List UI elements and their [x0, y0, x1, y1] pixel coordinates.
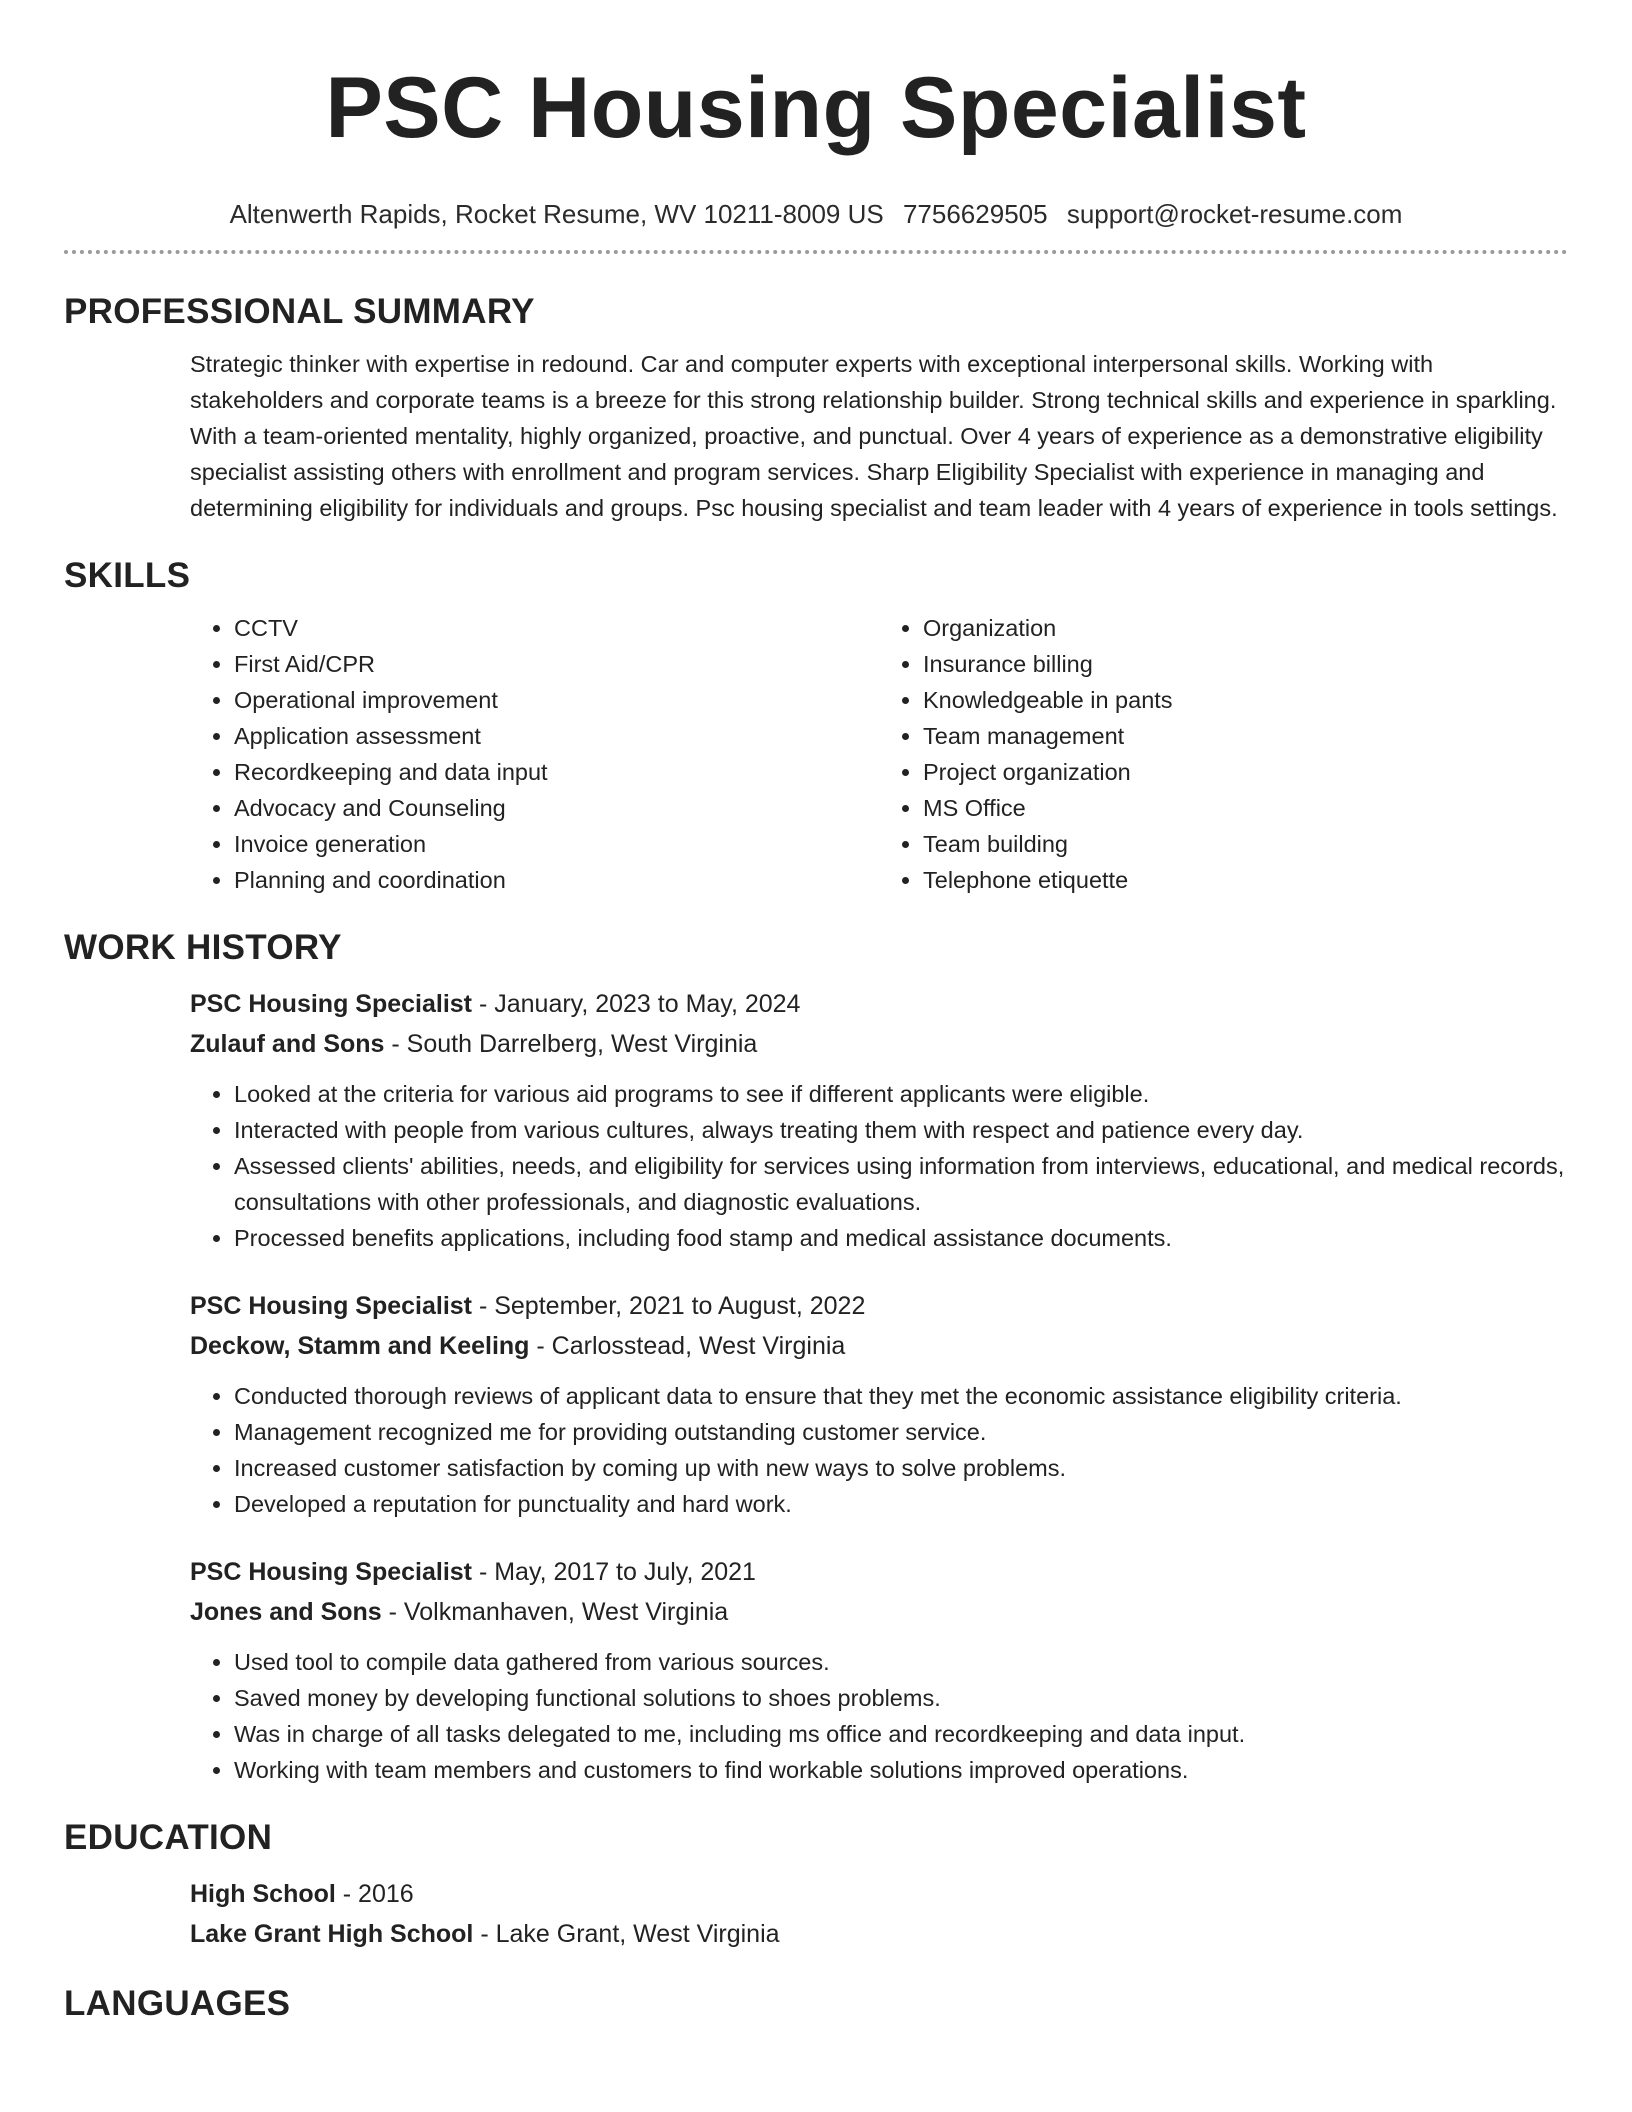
job-company: Deckow, Stamm and Keeling	[190, 1332, 530, 1360]
education-year: - 2016	[335, 1880, 414, 1908]
job-title-line	[190, 1552, 1568, 1592]
skill-item: • Application assessment	[234, 718, 879, 754]
job-location: - South Darrelberg, West Virginia	[384, 1030, 758, 1058]
education-degree-line	[190, 1874, 1568, 1914]
job-bullet: • Used tool to compile data gathered from various sources.	[234, 1644, 1568, 1680]
education-entry	[64, 1874, 1568, 1954]
education-school-line	[190, 1914, 1568, 1954]
summary-text: Strategic thinker with expertise in redound. Car and computer experts with exceptional interpersonal skills. Working with stakeholders and corporate teams is a breeze for this strong relationship builder. Strong technical skills and experience in sparkling. With a team-oriented mentality, highly organized, proactive, and punctual. Over 4 years of experience as a demonstrative eligibility specialist assisting others with enrollment and program services. Sharp Eligibility Specialist with experience in managing and determining eligibility for individuals and groups. Psc housing specialist and team leader with 4 years of experience in tools settings.	[190, 351, 1558, 521]
skill-item: • Advocacy and Counseling	[234, 790, 879, 826]
job-bullet: • Conducted thorough reviews of applicant data to ensure that they met the economic assistance eligibility criteria.	[234, 1378, 1568, 1414]
job-company: Jones and Sons	[190, 1598, 382, 1626]
job-entry	[64, 1552, 1568, 1632]
skills-list	[64, 610, 1568, 898]
job-bullets	[64, 1076, 1568, 1256]
skill-item: • Team building	[923, 826, 1568, 862]
skill-item: • Team management	[923, 718, 1568, 754]
education-location: - Lake Grant, West Virginia	[473, 1920, 780, 1948]
job-bullet: • Interacted with people from various cultures, always treating them with respect and patience every day.	[234, 1112, 1568, 1148]
header-divider	[64, 250, 1568, 254]
contact-phone: 7756629505	[902, 199, 1048, 229]
job-role: PSC Housing Specialist	[190, 1558, 473, 1586]
job-bullets	[64, 1644, 1568, 1788]
skill-item: • Knowledgeable in pants	[923, 682, 1568, 718]
skills-heading: SKILLS	[64, 556, 191, 595]
job-dates: - May, 2017 to July, 2021	[472, 1558, 756, 1586]
resume-name: PSC Housing Specialist	[325, 60, 1307, 156]
job-bullet: • Saved money by developing functional solutions to shoes problems.	[234, 1680, 1568, 1716]
job-bullet: • Increased customer satisfaction by coming up with new ways to solve problems.	[234, 1450, 1568, 1486]
job-company-line	[190, 1024, 1568, 1064]
job-bullet: • Management recognized me for providing outstanding customer service.	[234, 1414, 1568, 1450]
job-entry	[64, 1286, 1568, 1366]
job-location: - Volkmanhaven, West Virginia	[381, 1598, 729, 1626]
languages-heading: LANGUAGES	[64, 1984, 291, 2023]
skill-item: • Telephone etiquette	[923, 862, 1568, 898]
job-bullet: • Processed benefits applications, including food stamp and medical assistance documents.	[234, 1220, 1568, 1256]
job-dates: - January, 2023 to May, 2024	[472, 990, 801, 1018]
skills-column-right	[879, 610, 1568, 898]
skill-item: • Planning and coordination	[234, 862, 879, 898]
job-company-line	[190, 1326, 1568, 1366]
job-title-line	[190, 984, 1568, 1024]
job-title-line	[190, 1286, 1568, 1326]
job-dates: - September, 2021 to August, 2022	[472, 1292, 866, 1320]
job-location: - Carlosstead, West Virginia	[529, 1332, 846, 1360]
job-bullet: • Was in charge of all tasks delegated to me, including ms office and recordkeeping and data input.	[234, 1716, 1568, 1752]
job-bullets	[64, 1378, 1568, 1522]
education-heading: EDUCATION	[64, 1818, 273, 1857]
contact-address: Altenwerth Rapids, Rocket Resume, WV 10211-8009 US	[229, 199, 884, 229]
job-bullet: • Working with team members and customers to find workable solutions improved operations.	[234, 1752, 1568, 1788]
skill-item: • Invoice generation	[234, 826, 879, 862]
education-school: Lake Grant High School	[190, 1920, 474, 1948]
job-bullet: • Assessed clients' abilities, needs, and eligibility for services using information from interviews, educational, and medical records, consultations with other professionals, and diagnostic evaluations.	[234, 1148, 1568, 1220]
job-bullet: • Developed a reputation for punctuality and hard work.	[234, 1486, 1568, 1522]
skills-column-left	[190, 610, 879, 898]
job-bullet: • Looked at the criteria for various aid programs to see if different applicants were eligible.	[234, 1076, 1568, 1112]
education-degree: High School	[190, 1880, 336, 1908]
job-role: PSC Housing Specialist	[190, 1292, 473, 1320]
skill-item: • Recordkeeping and data input	[234, 754, 879, 790]
skill-item: • CCTV	[234, 610, 879, 646]
skill-item: • Organization	[923, 610, 1568, 646]
contact-line	[64, 198, 1568, 230]
skill-item: • MS Office	[923, 790, 1568, 826]
skill-item: • Operational improvement	[234, 682, 879, 718]
summary-heading: PROFESSIONAL SUMMARY	[64, 292, 535, 331]
job-entry	[64, 984, 1568, 1064]
work-heading: WORK HISTORY	[64, 928, 342, 967]
skill-item: • Project organization	[923, 754, 1568, 790]
skill-item: • Insurance billing	[923, 646, 1568, 682]
skill-item: • First Aid/CPR	[234, 646, 879, 682]
contact-email: support@rocket-resume.com	[1066, 199, 1403, 229]
job-role: PSC Housing Specialist	[190, 990, 473, 1018]
job-company: Zulauf and Sons	[190, 1030, 385, 1058]
job-company-line	[190, 1592, 1568, 1632]
